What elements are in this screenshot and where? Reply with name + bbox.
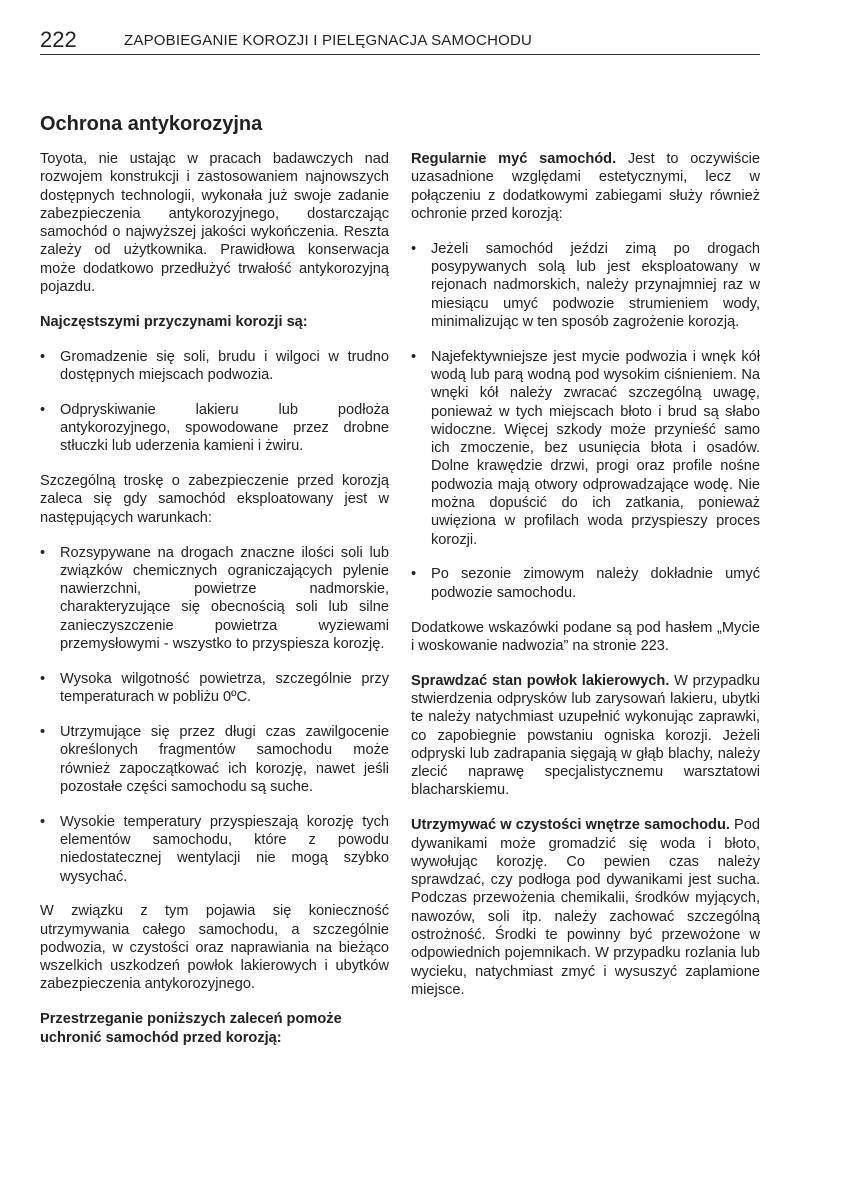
list-item-text: Po sezonie zimowym należy dokładnie umyć podwozie samochodu. [431,566,760,601]
consequence-paragraph: W związku z tym pojawia się konieczność utrzymywania całego samochodu, a szczególnie podwozia, w czystości oraz naprawiania na bieżąco wszelkich uszkodzeń powłok lakierowych i ubytków zabezpieczenia antykorozyjnego. [40,903,389,993]
list-item [40,670,389,707]
bullet-icon: • [40,813,46,830]
interior-lead: Utrzymywać w czystości wnętrze samochodu. [411,817,730,834]
closing-heading: Przestrzeganie poniższych zaleceń pomoże uchronić samochód przed korozją: [40,1011,342,1046]
list-item-text: Odpryskiwanie lakieru lub podłoża antykorozyjnego, spowodowane przez drobne stłuczki lub uderzenia kamieni i żwiru. [60,401,389,455]
paint-lead: Sprawdzać stan powłok lakierowych. [411,672,670,689]
list-item-text: Wysoka wilgotność powietrza, szczególnie przy temperaturach w pobliżu 0ºC. [60,670,389,706]
conditions-intro: Szczególną troskę o zabezpieczenie przed korozją zaleca się gdy samochód eksploatowany jest w następujących warunkach: [40,473,389,526]
wash-list [411,240,760,602]
bullet-icon: • [40,670,46,687]
list-item [411,565,760,602]
left-column [40,150,389,1063]
bullet-icon: • [40,348,46,365]
bullet-icon: • [411,566,417,583]
bullet-icon: • [411,240,417,257]
right-column [411,150,760,1016]
bullet-icon: • [40,401,46,418]
wash-text: Jest to oczywiście uzasadnione względami estetycznymi, lecz w połączeniu z dodatkowymi zabiegami służy również ochronie przed korozją: [411,151,761,222]
list-item-text: Gromadzenie się soli, brudu i wilgoci w trudno dostępnych miejscach podwozia. [60,348,389,383]
wash-lead: Regularnie myć samochód. [411,151,617,167]
bullet-icon: • [40,723,46,740]
extra-tips-paragraph: Dodatkowe wskazówki podane są pod hasłem „Mycie i woskowanie nadwozia” na stronie 223. [411,619,760,654]
list-item [40,401,389,456]
list-item [411,348,760,549]
intro-paragraph: Toyota, nie ustając w pracach badawczych nad rozwojem konstrukcji i zastosowaniem najnowszych dostępnych technologii, wykonała już swoje zadanie zabezpieczenia antykorozyjnego, dostarczając samochód o najwyższej jakości wykończenia. Reszta zależy od użytkownika. Prawidłowa konserwacja może dodatkowo przedłużyć trwałość antykorozyjną pojazdu. [40,151,389,296]
list-item [40,544,389,654]
list-item [40,813,389,886]
chapter-title: ZAPOBIEGANIE KOROZJI I PIELĘGNACJA SAMOCHODU [124,32,533,49]
causes-list [40,348,389,456]
list-item-text: Jeżeli samochód jeździ zimą po drogach posypywanych solą lub jest eksploatowany w rejonach nadmorskich, należy przynajmniej raz w miesiącu umyć podwozie strumieniem wody, minimalizując w ten sposób zagrożenie korozją. [431,240,760,330]
list-item-text: Utrzymujące się przez długi czas zawilgocenie określonych fragmentów samochodu może również zapoczątkować ich korozję, nawet jeśli pozostałe części samochodu są suche. [60,723,389,795]
page-number: 222 [40,27,77,52]
conditions-list [40,544,389,886]
page-header [40,28,760,55]
interior-text: Pod dywanikami może gromadzić się woda i błoto, wywołując korozję. Co pewien czas należy sprawdzać, czy podłoga pod dywanikami jest sucha. Podczas przewożenia chemikalii, środków myjących, nawozów, soli itp. należy zachować szczególną ostrożność. Środki te powinny być przewożone w odpowiednich pojemnikach. W przypadku rozlania lub wycieku, natychmiast zmyć i wysuszyć zaplamione miejsce. [411,817,760,998]
causes-heading: Najczęstszymi przyczynami korozji są: [40,313,308,330]
list-item [40,348,389,385]
list-item [411,240,760,331]
list-item-text: Rozsypywane na drogach znaczne ilości soli lub związków chemicznych ograniczających pylenie nawierzchni, powietrze nadmorskie, charakteryzujące się obecnością soli lub silne zanieczyszczenie powietrza wyziewami przemysłowymi - wszystko to przyspiesza korozję. [60,544,389,653]
section-title: Ochrona antykorozyjna [40,113,263,135]
paint-paragraph [411,672,760,800]
bullet-icon: • [411,348,417,365]
bullet-icon: • [40,544,46,561]
interior-paragraph [411,816,760,999]
paint-text: W przypadku stwierdzenia odprysków lub zarysowań lakieru, ubytki te należy natychmiast uzupełnić wykonując zaprawki, co zapobiegnie powstaniu ogniska korozji. Jeżeli odpryski lub zadrapania sięgają w głąb blachy, należy zlecić naprawę specjalistycznemu warsztatowi blacharskiemu. [411,672,760,799]
wash-paragraph [411,150,760,223]
list-item-text: Najefektywniejsze jest mycie podwozia i wnęk kół wodą lub parą wodną pod wysokim ciśnieniem. Na wnęki kół należy zwracać szczególną uwagę, ponieważ w tych miejscach błoto i brud są słabo widoczne. Więcej szkody może przynieść samo ich zmoczenie, bez usunięcia błota i osadów. Dolne krawędzie drzwi, progi oraz profile nośne podwozia mają otwory odprowadzające wodę. Nie można dopuścić do ich zatkania, ponieważ uwięziona w profilach woda przyspieszy proces korozji. [431,348,760,548]
list-item [40,723,389,796]
list-item-text: Wysokie temperatury przyspieszają korozję tych elementów samochodu, które z powodu niedostatecznej wentylacji nie mogą szybko wysychać. [60,813,389,885]
